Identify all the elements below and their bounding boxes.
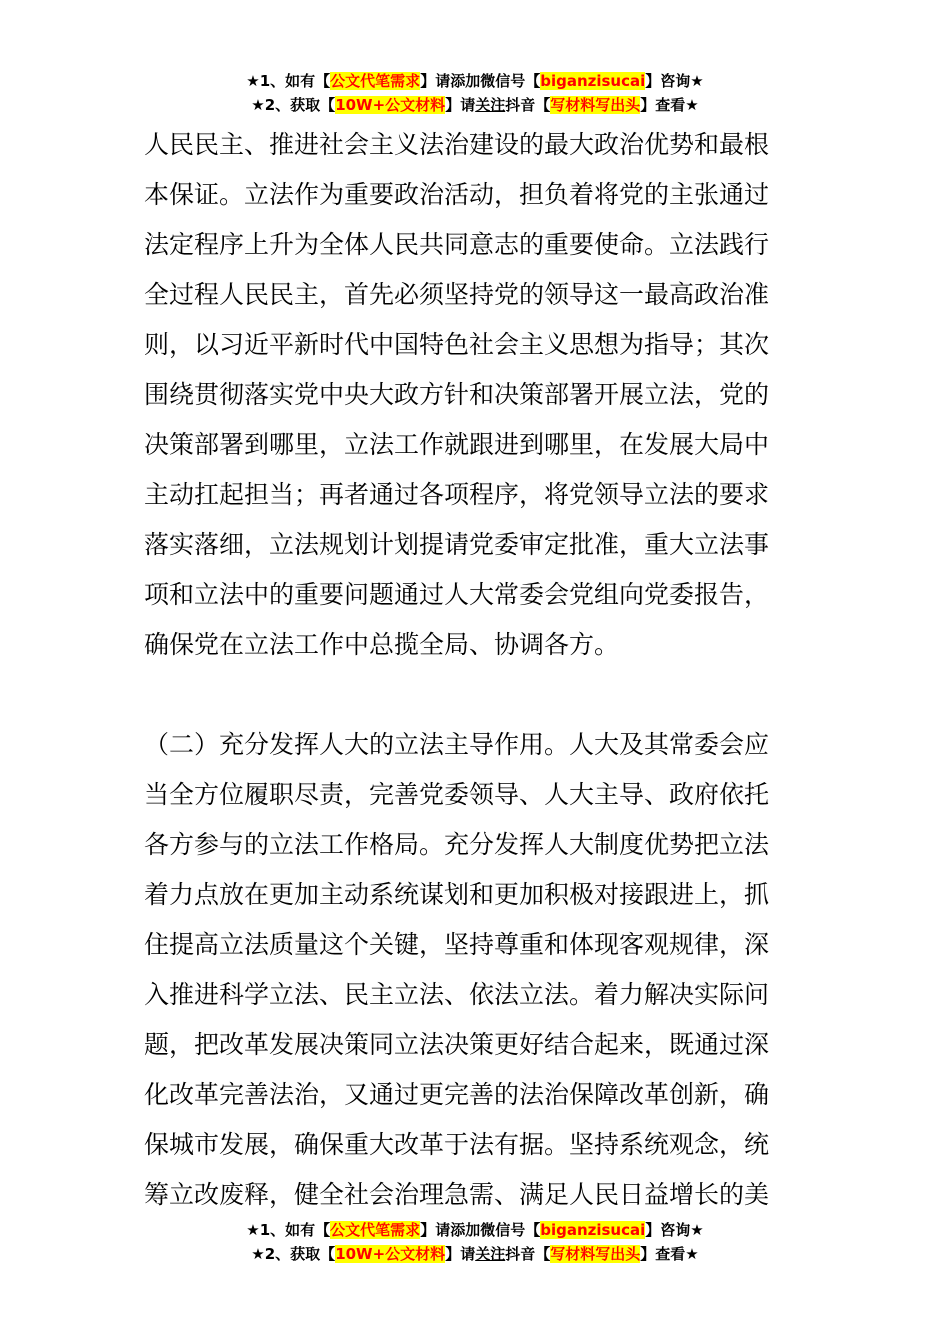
text-line: 决策部署到哪里，立法工作就跟进到哪里，在发展大局中 [144, 430, 770, 459]
document-body [144, 120, 808, 1220]
text-line: 人民民主、推进社会主义法治建设的最大政治优势和最根 [144, 130, 770, 159]
banner-text: 】咨询★ [645, 1221, 704, 1239]
text-line: 则，以习近平新时代中国特色社会主义思想为指导；其次 [144, 330, 770, 359]
highlight-text: 公文代笔需求 [330, 72, 421, 90]
text-line: 本保证。立法作为重要政治活动，担负着将党的主张通过 [144, 180, 770, 209]
text-line: 当全方位履职尽责，完善党委领导、人大主导、政府依托 [144, 780, 770, 809]
banner-line-1 [0, 69, 950, 93]
text-line: 法定程序上升为全体人民共同意志的重要使命。立法践行 [144, 230, 770, 259]
star-icon: ★ [246, 1221, 260, 1239]
highlight-text: 10W+公文材料 [335, 96, 446, 114]
banner-text: 】查看★ [640, 1245, 699, 1263]
footer-banner [0, 1218, 950, 1266]
banner-text: 】查看★ [640, 96, 699, 114]
star-icon: ★ [251, 1245, 265, 1263]
wechat-id-highlight: biganzisucai [540, 1221, 646, 1239]
banner-line-1 [0, 1218, 950, 1242]
banner-line-2 [0, 93, 950, 117]
header-banner [0, 69, 950, 117]
banner-text: 1、如有【 [259, 72, 331, 90]
underlined-text: 关注 [475, 1245, 506, 1263]
banner-text: 2、获取【 [264, 1245, 336, 1263]
text-line: 保城市发展，确保重大改革于法有据。坚持系统观念，统 [144, 1130, 770, 1159]
text-line: 化改革完善法治，又通过更完善的法治保障改革创新，确 [144, 1080, 770, 1109]
banner-text: 抖音【 [505, 96, 551, 114]
text-line: 主动扛起担当；再者通过各项程序，将党领导立法的要求 [144, 480, 770, 509]
text-line: 全过程人民民主，首先必须坚持党的领导这一最高政治准 [144, 280, 770, 309]
text-line: 筹立改废释，健全社会治理急需、满足人民日益增长的美 [144, 1180, 770, 1209]
section-heading-line: （二）充分发挥人大的立法主导作用。人大及其常委会应 [144, 730, 770, 759]
text-line: 项和立法中的重要问题通过人大常委会党组向党委报告， [144, 580, 770, 609]
banner-text: 】请添加微信号【 [420, 72, 541, 90]
banner-text: 】请添加微信号【 [420, 1221, 541, 1239]
star-icon: ★ [246, 72, 260, 90]
highlight-text: 10W+公文材料 [335, 1245, 446, 1263]
text-line: 围绕贯彻落实党中央大政方针和决策部署开展立法，党的 [144, 380, 770, 409]
text-line: 题，把改革发展决策同立法决策更好结合起来，既通过深 [144, 1030, 770, 1059]
text-line: 住提高立法质量这个关键，坚持尊重和体现客观规律，深 [144, 930, 770, 959]
banner-text: 】请 [445, 96, 476, 114]
text-line: 入推进科学立法、民主立法、依法立法。着力解决实际问 [144, 980, 770, 1009]
text-line: 确保党在立法工作中总揽全局、协调各方。 [144, 630, 620, 659]
star-icon: ★ [251, 96, 265, 114]
wechat-id-highlight: biganzisucai [540, 72, 646, 90]
banner-line-2 [0, 1242, 950, 1266]
banner-text: 1、如有【 [259, 1221, 331, 1239]
banner-text: 抖音【 [505, 1245, 551, 1263]
banner-text: 】请 [445, 1245, 476, 1263]
banner-text: 】咨询★ [645, 72, 704, 90]
banner-text: 2、获取【 [264, 96, 336, 114]
text-line: 着力点放在更加主动系统谋划和更加积极对接跟进上，抓 [144, 880, 770, 909]
douyin-id-highlight: 写材料写出头 [550, 96, 641, 114]
text-line: 落实落细，立法规划计划提请党委审定批准，重大立法事 [144, 530, 770, 559]
douyin-id-highlight: 写材料写出头 [550, 1245, 641, 1263]
underlined-text: 关注 [475, 96, 506, 114]
paragraph-gap [144, 670, 808, 720]
highlight-text: 公文代笔需求 [330, 1221, 421, 1239]
text-line: 各方参与的立法工作格局。充分发挥人大制度优势把立法 [144, 830, 770, 859]
